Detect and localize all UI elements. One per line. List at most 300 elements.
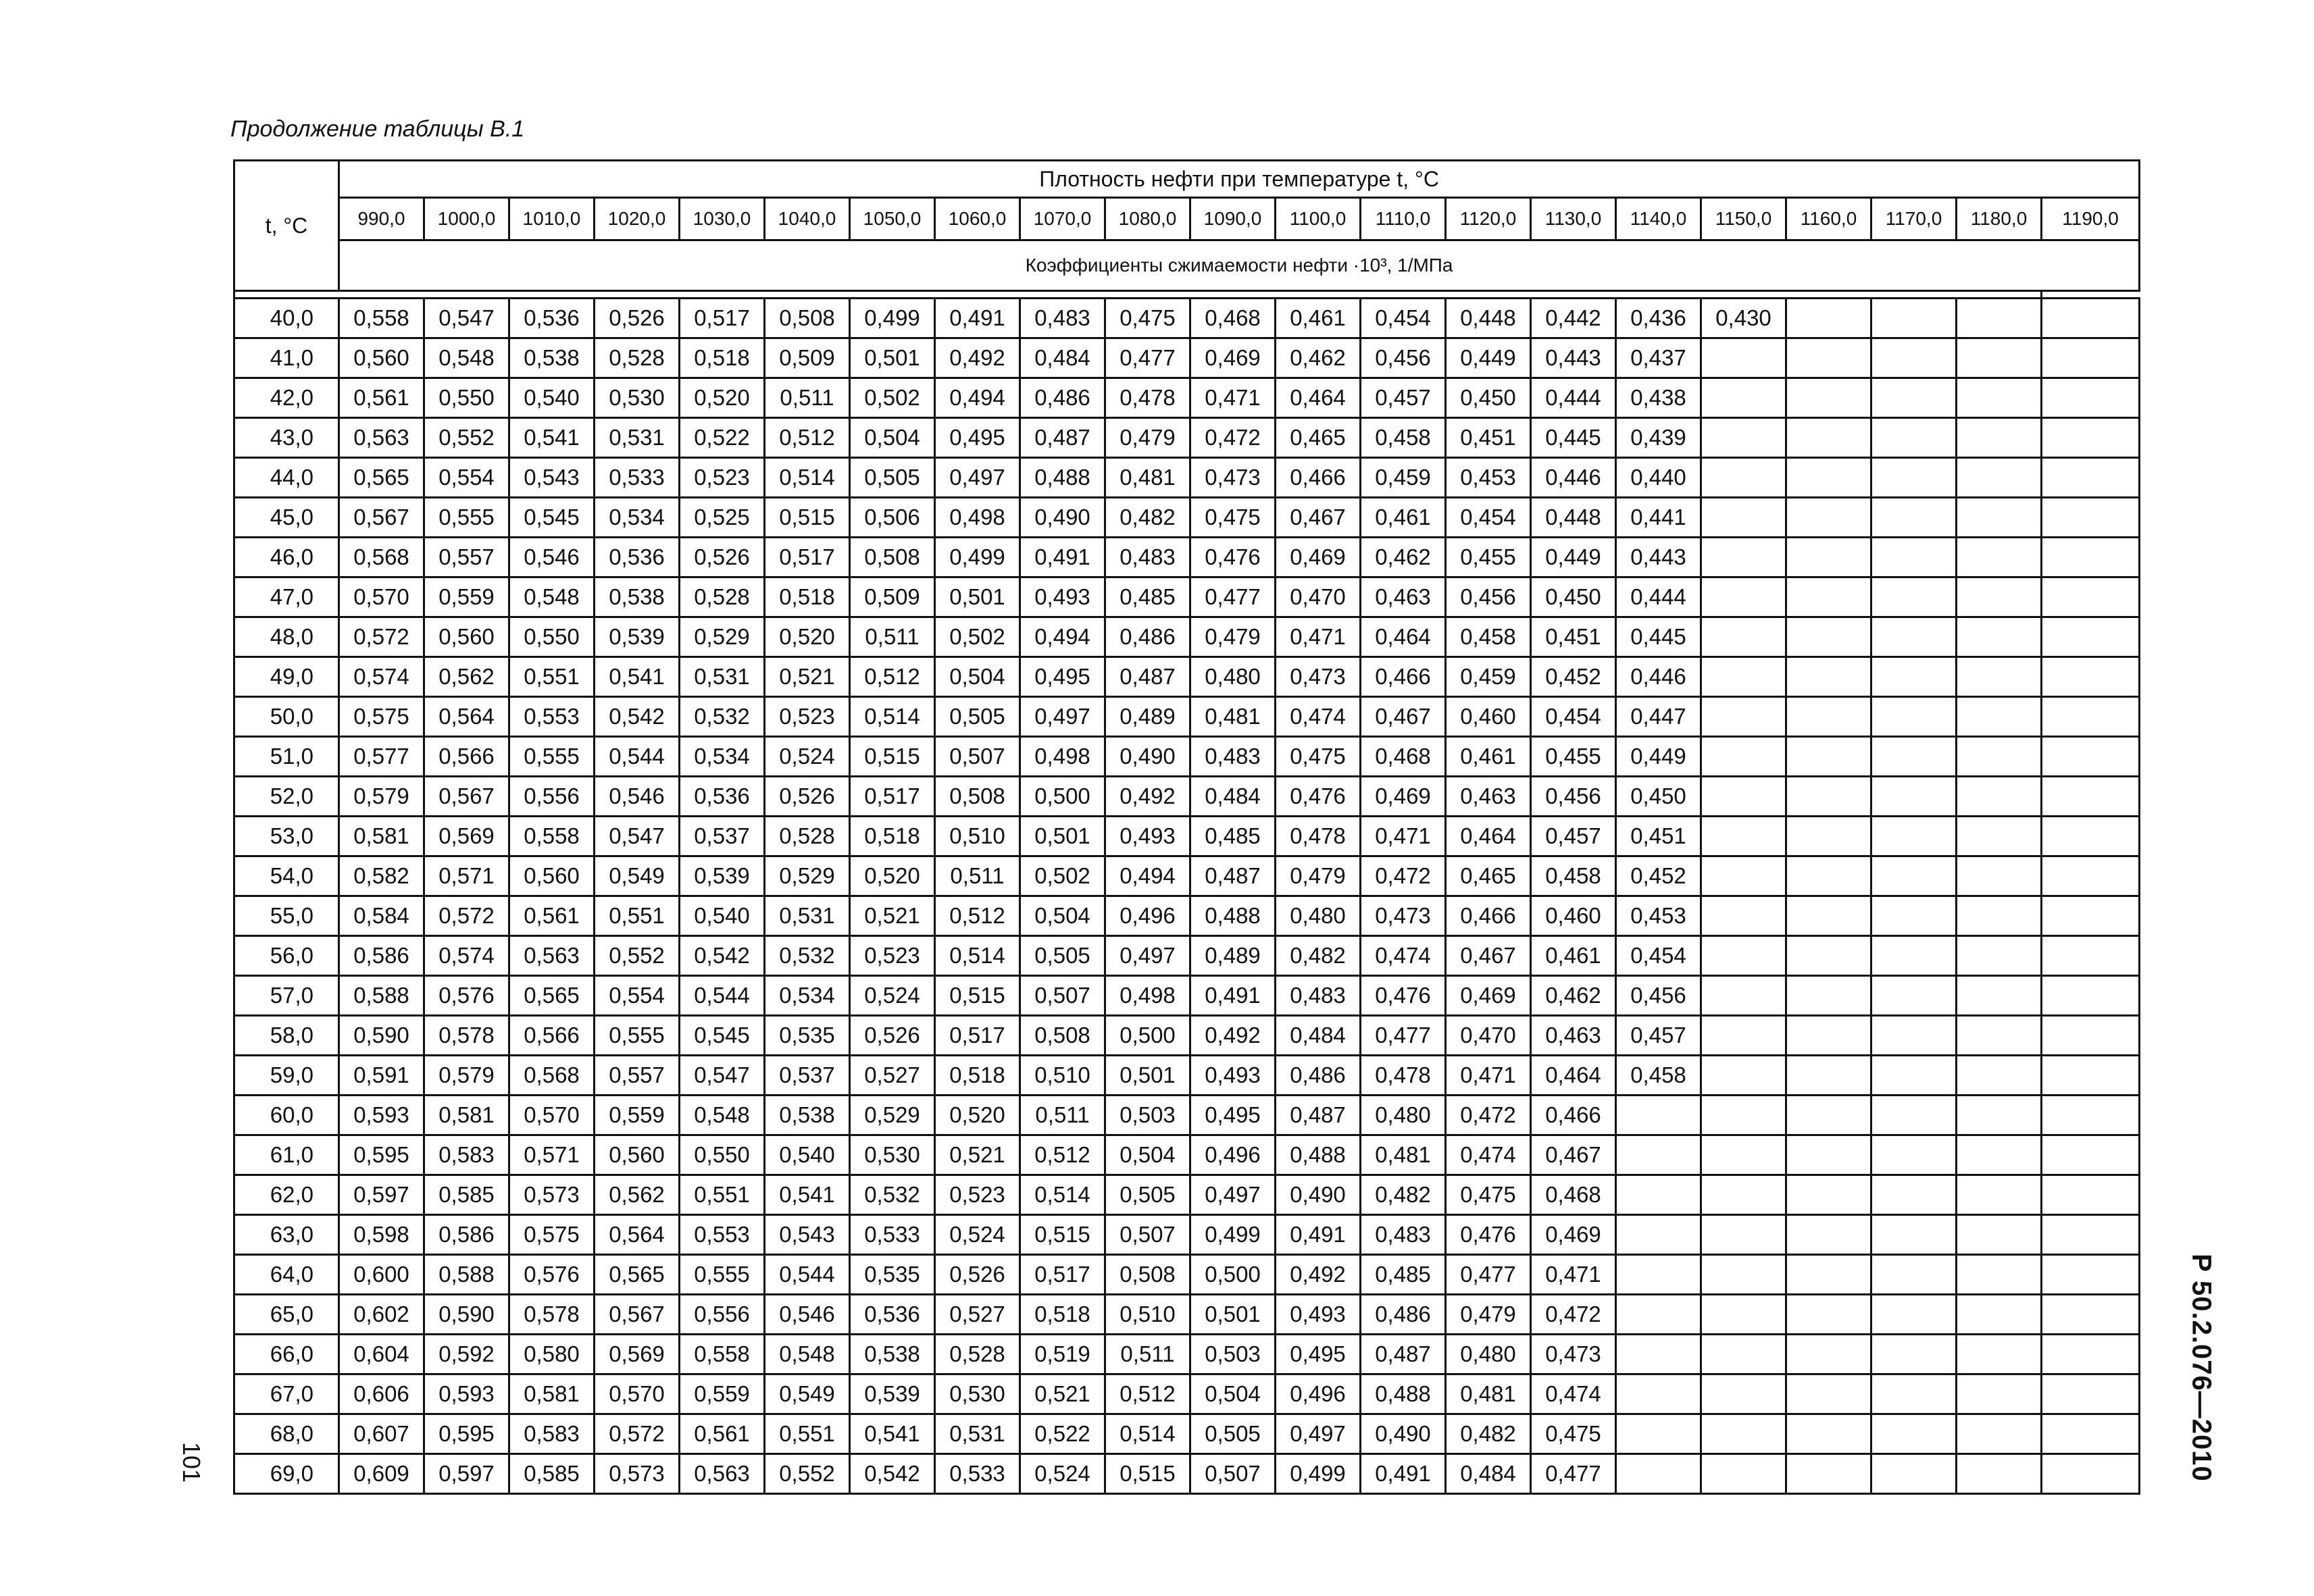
coefficient-cell — [1957, 299, 2042, 338]
coefficient-cell: 0,551 — [680, 1175, 765, 1215]
coefficient-cell: 0,455 — [1446, 538, 1531, 577]
coefficient-cell: 0,487 — [1190, 856, 1276, 896]
coefficient-cell — [1701, 657, 1786, 697]
separator-cell — [1701, 291, 1786, 299]
coefficient-cell — [1957, 1414, 2042, 1454]
coefficient-cell — [1616, 1215, 1701, 1255]
coefficient-cell: 0,474 — [1531, 1374, 1616, 1414]
table-row — [234, 1135, 2140, 1175]
coefficient-cell — [2042, 1016, 2140, 1056]
coefficient-cell: 0,581 — [424, 1096, 509, 1135]
coefficient-cell: 0,533 — [595, 458, 680, 498]
coefficient-cell: 0,481 — [1105, 458, 1190, 498]
coefficient-cell: 0,505 — [935, 697, 1020, 737]
coefficient-cell — [1701, 338, 1786, 378]
coefficient-cell: 0,463 — [1361, 577, 1446, 617]
coefficient-cell: 0,514 — [850, 697, 935, 737]
coefficient-cell — [2042, 817, 2140, 856]
coefficient-cell — [1957, 817, 2042, 856]
coefficient-cell: 0,481 — [1190, 697, 1276, 737]
temperature-cell: 52,0 — [234, 777, 339, 817]
table-row — [234, 976, 2140, 1016]
coefficient-cell: 0,477 — [1531, 1454, 1616, 1494]
coefficient-cell — [1871, 1175, 1957, 1215]
coefficient-cell — [1786, 338, 1871, 378]
separator-cell — [850, 291, 935, 299]
coefficient-cell — [1957, 577, 2042, 617]
coefficient-cell: 0,565 — [595, 1255, 680, 1295]
coefficient-cell: 0,477 — [1446, 1255, 1531, 1295]
coefficient-cell: 0,555 — [424, 498, 509, 538]
coefficient-cell: 0,498 — [935, 498, 1020, 538]
coefficient-cell: 0,524 — [765, 737, 850, 777]
coefficient-cell: 0,504 — [850, 418, 935, 458]
coefficient-cell: 0,458 — [1616, 1056, 1701, 1096]
coefficient-cell: 0,505 — [1020, 936, 1105, 976]
coefficient-cell: 0,514 — [1020, 1175, 1105, 1215]
coefficient-cell — [1871, 1215, 1957, 1255]
coefficient-cell: 0,454 — [1361, 299, 1446, 338]
coefficient-cell — [1616, 1175, 1701, 1215]
coefficient-cell: 0,544 — [680, 976, 765, 1016]
coefficient-cell: 0,489 — [1190, 936, 1276, 976]
coefficient-cell: 0,487 — [1020, 418, 1105, 458]
coefficient-cell: 0,504 — [1190, 1374, 1276, 1414]
coefficient-cell: 0,571 — [424, 856, 509, 896]
coefficient-cell — [2042, 1414, 2140, 1454]
coefficient-cell: 0,498 — [1020, 737, 1105, 777]
coefficient-cell — [2042, 1374, 2140, 1414]
coefficient-cell: 0,478 — [1105, 378, 1190, 418]
coefficient-cell: 0,567 — [424, 777, 509, 817]
compressibility-table — [233, 159, 2140, 1495]
coefficient-cell: 0,512 — [1020, 1135, 1105, 1175]
table-body — [234, 299, 2140, 1494]
coefficient-cell: 0,476 — [1276, 777, 1361, 817]
coefficient-cell — [1701, 378, 1786, 418]
coefficient-cell: 0,493 — [1020, 577, 1105, 617]
coefficient-cell: 0,473 — [1190, 458, 1276, 498]
coefficient-cell — [2042, 697, 2140, 737]
coefficient-cell — [1786, 1056, 1871, 1096]
coefficient-cell — [1701, 1374, 1786, 1414]
separator-cell — [339, 291, 424, 299]
coefficient-cell: 0,505 — [850, 458, 935, 498]
coefficient-cell: 0,541 — [850, 1414, 935, 1454]
coefficient-cell — [1871, 299, 1957, 338]
coefficient-cell: 0,508 — [850, 538, 935, 577]
coefficient-cell: 0,488 — [1361, 1374, 1446, 1414]
coefficient-cell: 0,560 — [595, 1135, 680, 1175]
coefficient-cell: 0,449 — [1616, 737, 1701, 777]
coefficient-cell: 0,467 — [1446, 936, 1531, 976]
coefficient-cell — [1871, 1255, 1957, 1295]
coefficient-cell: 0,572 — [595, 1414, 680, 1454]
coefficient-cell: 0,463 — [1446, 777, 1531, 817]
coefficient-cell: 0,563 — [339, 418, 424, 458]
coefficient-cell: 0,507 — [935, 737, 1020, 777]
coefficient-cell — [1616, 1295, 1701, 1335]
density-column-header: 1050,0 — [850, 198, 935, 240]
coefficient-cell: 0,515 — [765, 498, 850, 538]
coefficient-cell: 0,530 — [935, 1374, 1020, 1414]
coefficient-cell — [1957, 1335, 2042, 1374]
coefficient-cell: 0,573 — [509, 1175, 595, 1215]
coefficient-cell — [1701, 1016, 1786, 1056]
coefficient-cell — [1786, 1374, 1871, 1414]
density-column-header: 1140,0 — [1616, 198, 1701, 240]
coefficient-cell: 0,479 — [1105, 418, 1190, 458]
coefficient-cell: 0,541 — [595, 657, 680, 697]
coefficient-cell: 0,547 — [680, 1056, 765, 1096]
coefficient-cell: 0,508 — [1020, 1016, 1105, 1056]
table-row — [234, 896, 2140, 936]
coefficient-cell — [1957, 1215, 2042, 1255]
coefficient-cell — [2042, 1295, 2140, 1335]
coefficient-cell: 0,450 — [1616, 777, 1701, 817]
coefficient-cell: 0,546 — [509, 538, 595, 577]
coefficient-cell: 0,572 — [339, 617, 424, 657]
coefficient-cell: 0,515 — [850, 737, 935, 777]
coefficient-cell: 0,492 — [1276, 1255, 1361, 1295]
coefficient-cell: 0,484 — [1020, 338, 1105, 378]
coefficient-cell: 0,457 — [1616, 1016, 1701, 1056]
table-row — [234, 577, 2140, 617]
coefficient-cell: 0,471 — [1531, 1255, 1616, 1295]
coefficient-cell: 0,454 — [1446, 498, 1531, 538]
coefficient-cell: 0,549 — [765, 1374, 850, 1414]
coefficient-cell: 0,517 — [1020, 1255, 1105, 1295]
coefficient-cell: 0,570 — [595, 1374, 680, 1414]
coefficient-cell: 0,550 — [509, 617, 595, 657]
coefficient-cell — [1786, 1335, 1871, 1374]
coefficient-cell: 0,448 — [1531, 498, 1616, 538]
coefficient-cell — [1786, 1096, 1871, 1135]
coefficient-cell: 0,537 — [680, 817, 765, 856]
table-caption: Продолжение таблицы В.1 — [230, 116, 525, 142]
coefficient-cell: 0,467 — [1361, 697, 1446, 737]
coefficient-cell — [1701, 976, 1786, 1016]
coefficient-cell: 0,473 — [1276, 657, 1361, 697]
coefficient-cell: 0,579 — [424, 1056, 509, 1096]
coefficient-cell — [1871, 1454, 1957, 1494]
coefficient-cell: 0,536 — [680, 777, 765, 817]
density-column-header: 1190,0 — [2042, 198, 2140, 240]
coefficient-cell: 0,581 — [339, 817, 424, 856]
coefficient-cell — [1957, 418, 2042, 458]
coefficient-cell: 0,588 — [424, 1255, 509, 1295]
coefficient-cell: 0,430 — [1701, 299, 1786, 338]
coefficient-cell: 0,492 — [1190, 1016, 1276, 1056]
page-number — [174, 1435, 208, 1489]
coefficient-cell — [2042, 538, 2140, 577]
coefficient-cell — [1616, 1335, 1701, 1374]
coefficient-cell: 0,488 — [1276, 1135, 1361, 1175]
coefficient-cell — [1871, 697, 1957, 737]
coefficient-cell: 0,558 — [339, 299, 424, 338]
document-code — [2181, 1239, 2221, 1496]
coefficient-cell: 0,564 — [424, 697, 509, 737]
temperature-cell: 60,0 — [234, 1096, 339, 1135]
coefficient-cell: 0,468 — [1190, 299, 1276, 338]
coefficient-cell: 0,540 — [509, 378, 595, 418]
t-column-header: t, °C — [234, 161, 339, 291]
coefficient-cell — [1701, 1215, 1786, 1255]
coefficient-cell: 0,515 — [935, 976, 1020, 1016]
separator-cell — [1616, 291, 1701, 299]
coefficient-cell: 0,542 — [595, 697, 680, 737]
coefficient-cell: 0,521 — [765, 657, 850, 697]
coefficient-cell: 0,497 — [935, 458, 1020, 498]
coefficient-cell: 0,485 — [1105, 577, 1190, 617]
temperature-cell: 49,0 — [234, 657, 339, 697]
coefficient-cell — [2042, 1175, 2140, 1215]
coefficient-cell: 0,495 — [1020, 657, 1105, 697]
coefficient-cell: 0,523 — [935, 1175, 1020, 1215]
coefficient-cell: 0,466 — [1361, 657, 1446, 697]
coefficient-cell: 0,456 — [1531, 777, 1616, 817]
coefficient-cell: 0,528 — [765, 817, 850, 856]
density-header: Плотность нефти при температуре t, °C — [339, 161, 2140, 198]
separator-cell — [680, 291, 765, 299]
coefficient-cell — [1786, 617, 1871, 657]
coefficient-cell: 0,475 — [1105, 299, 1190, 338]
coefficient-cell: 0,561 — [509, 896, 595, 936]
coefficient-cell: 0,582 — [339, 856, 424, 896]
coefficient-cell: 0,467 — [1276, 498, 1361, 538]
coefficient-cell: 0,456 — [1361, 338, 1446, 378]
temperature-cell: 43,0 — [234, 418, 339, 458]
coefficient-cell: 0,543 — [765, 1215, 850, 1255]
coefficient-cell — [1871, 1374, 1957, 1414]
coefficient-cell: 0,518 — [850, 817, 935, 856]
coefficient-cell — [1786, 418, 1871, 458]
coefficient-cell: 0,514 — [935, 936, 1020, 976]
coefficient-cell: 0,597 — [339, 1175, 424, 1215]
coefficient-cell: 0,550 — [424, 378, 509, 418]
coefficient-cell: 0,478 — [1361, 1056, 1446, 1096]
coefficient-cell: 0,439 — [1616, 418, 1701, 458]
table-row — [234, 338, 2140, 378]
coefficient-cell: 0,451 — [1616, 817, 1701, 856]
coefficient-cell: 0,549 — [595, 856, 680, 896]
coefficient-cell: 0,583 — [424, 1135, 509, 1175]
coefficient-cell: 0,504 — [1105, 1135, 1190, 1175]
coefficient-cell — [1701, 936, 1786, 976]
coefficient-cell — [2042, 378, 2140, 418]
coefficient-cell: 0,560 — [424, 617, 509, 657]
coefficient-cell: 0,514 — [1105, 1414, 1190, 1454]
coefficient-cell: 0,491 — [935, 299, 1020, 338]
temperature-cell: 42,0 — [234, 378, 339, 418]
coefficient-cell — [1871, 1414, 1957, 1454]
coefficient-cell: 0,487 — [1361, 1335, 1446, 1374]
coefficient-cell: 0,518 — [680, 338, 765, 378]
coefficient-cell: 0,477 — [1105, 338, 1190, 378]
coefficient-cell: 0,575 — [339, 697, 424, 737]
separator-cell — [509, 291, 595, 299]
coefficient-cell — [1871, 338, 1957, 378]
coefficient-cell — [1957, 458, 2042, 498]
coefficient-cell: 0,504 — [935, 657, 1020, 697]
coefficient-cell — [1871, 1135, 1957, 1175]
temperature-cell: 41,0 — [234, 338, 339, 378]
coefficient-cell — [1871, 936, 1957, 976]
coefficient-cell: 0,533 — [935, 1454, 1020, 1494]
coefficient-cell — [1871, 458, 1957, 498]
coefficient-cell: 0,536 — [850, 1295, 935, 1335]
coefficient-cell — [1786, 856, 1871, 896]
coefficient-cell: 0,546 — [765, 1295, 850, 1335]
coefficient-cell: 0,487 — [1276, 1096, 1361, 1135]
coefficient-cell — [2042, 498, 2140, 538]
coefficient-cell: 0,459 — [1446, 657, 1531, 697]
coefficient-cell: 0,569 — [424, 817, 509, 856]
coefficient-cell: 0,571 — [509, 1135, 595, 1175]
coefficient-cell: 0,581 — [509, 1374, 595, 1414]
coefficient-cell: 0,510 — [935, 817, 1020, 856]
coefficient-cell: 0,504 — [1020, 896, 1105, 936]
coefficient-cell: 0,517 — [765, 538, 850, 577]
coefficient-cell: 0,586 — [424, 1215, 509, 1255]
coefficient-cell: 0,441 — [1616, 498, 1701, 538]
separator-cell — [765, 291, 850, 299]
coefficient-cell: 0,547 — [595, 817, 680, 856]
coefficient-cell: 0,521 — [935, 1135, 1020, 1175]
coefficient-cell: 0,493 — [1105, 817, 1190, 856]
coefficient-cell: 0,552 — [595, 936, 680, 976]
coefficient-cell: 0,443 — [1616, 538, 1701, 577]
coefficient-cell: 0,497 — [1105, 936, 1190, 976]
coefficient-cell: 0,483 — [1190, 737, 1276, 777]
coefficient-cell: 0,494 — [935, 378, 1020, 418]
density-column-header: 1060,0 — [935, 198, 1020, 240]
coefficient-cell — [1786, 1414, 1871, 1454]
coefficient-cell — [1871, 498, 1957, 538]
coefficient-header: Коэффициенты сжимаемости нефти ·10³, 1/МПа — [339, 240, 2140, 291]
coefficient-cell: 0,555 — [509, 737, 595, 777]
coefficient-cell — [1957, 1175, 2042, 1215]
table-row — [234, 697, 2140, 737]
coefficient-cell — [1957, 896, 2042, 936]
coefficient-cell: 0,445 — [1531, 418, 1616, 458]
coefficient-cell: 0,464 — [1531, 1056, 1616, 1096]
coefficient-cell — [1786, 458, 1871, 498]
coefficient-cell: 0,588 — [339, 976, 424, 1016]
coefficient-cell — [1616, 1255, 1701, 1295]
table-row — [234, 1175, 2140, 1215]
coefficient-cell — [1701, 817, 1786, 856]
coefficient-cell: 0,501 — [935, 577, 1020, 617]
coefficient-cell: 0,491 — [1276, 1215, 1361, 1255]
separator-cell — [1786, 291, 1871, 299]
coefficient-cell: 0,467 — [1531, 1135, 1616, 1175]
coefficient-cell — [1701, 498, 1786, 538]
coefficient-cell: 0,473 — [1361, 896, 1446, 936]
coefficient-cell: 0,567 — [595, 1295, 680, 1335]
coefficient-cell — [1786, 1016, 1871, 1056]
coefficient-cell: 0,475 — [1276, 737, 1361, 777]
temperature-cell: 57,0 — [234, 976, 339, 1016]
coefficient-cell — [1871, 856, 1957, 896]
density-column-header: 990,0 — [339, 198, 424, 240]
coefficient-cell: 0,565 — [509, 976, 595, 1016]
separator-cell — [1871, 291, 1957, 299]
coefficient-cell — [1957, 777, 2042, 817]
coefficient-cell: 0,515 — [1105, 1454, 1190, 1494]
coefficient-cell: 0,479 — [1446, 1295, 1531, 1335]
coefficient-cell — [1871, 777, 1957, 817]
coefficient-cell: 0,558 — [509, 817, 595, 856]
coefficient-cell: 0,517 — [850, 777, 935, 817]
table-row — [234, 299, 2140, 338]
coefficient-cell: 0,593 — [339, 1096, 424, 1135]
coefficient-cell: 0,505 — [1105, 1175, 1190, 1215]
density-column-header: 1180,0 — [1957, 198, 2042, 240]
coefficient-cell: 0,458 — [1361, 418, 1446, 458]
coefficient-cell: 0,496 — [1105, 896, 1190, 936]
coefficient-cell — [2042, 617, 2140, 657]
density-column-header: 1000,0 — [424, 198, 509, 240]
coefficient-cell: 0,600 — [339, 1255, 424, 1295]
density-column-header: 1010,0 — [509, 198, 595, 240]
coefficient-cell: 0,483 — [1020, 299, 1105, 338]
coefficient-cell — [2042, 338, 2140, 378]
table-row — [234, 1454, 2140, 1494]
coefficient-cell: 0,590 — [424, 1295, 509, 1335]
coefficient-cell: 0,461 — [1446, 737, 1531, 777]
coefficient-cell — [2042, 299, 2140, 338]
coefficient-cell: 0,556 — [680, 1295, 765, 1335]
coefficient-cell: 0,536 — [595, 538, 680, 577]
coefficient-cell: 0,538 — [765, 1096, 850, 1135]
coefficient-cell — [1871, 418, 1957, 458]
density-column-header: 1030,0 — [680, 198, 765, 240]
coefficient-cell: 0,489 — [1105, 697, 1190, 737]
coefficient-cell: 0,529 — [680, 617, 765, 657]
coefficient-cell — [1957, 657, 2042, 697]
coefficient-cell: 0,530 — [850, 1135, 935, 1175]
coefficient-cell: 0,544 — [765, 1255, 850, 1295]
coefficient-cell: 0,532 — [680, 697, 765, 737]
coefficient-cell — [2042, 1096, 2140, 1135]
coefficient-cell: 0,491 — [1361, 1454, 1446, 1494]
coefficient-cell — [1786, 777, 1871, 817]
coefficient-cell: 0,564 — [595, 1215, 680, 1255]
coefficient-cell: 0,494 — [1020, 617, 1105, 657]
coefficient-cell — [1786, 1454, 1871, 1494]
coefficient-cell: 0,559 — [680, 1374, 765, 1414]
coefficient-cell: 0,444 — [1616, 577, 1701, 617]
coefficient-cell: 0,487 — [1105, 657, 1190, 697]
coefficient-cell: 0,532 — [850, 1175, 935, 1215]
coefficient-cell — [1701, 1454, 1786, 1494]
table-row — [234, 538, 2140, 577]
coefficient-cell: 0,437 — [1616, 338, 1701, 378]
coefficient-cell — [1616, 1135, 1701, 1175]
coefficient-cell: 0,553 — [680, 1215, 765, 1255]
coefficient-cell: 0,592 — [424, 1335, 509, 1374]
coefficient-cell: 0,512 — [765, 418, 850, 458]
density-column-header: 1110,0 — [1361, 198, 1446, 240]
coefficient-cell: 0,570 — [339, 577, 424, 617]
coefficient-cell: 0,523 — [850, 936, 935, 976]
coefficient-cell: 0,577 — [339, 737, 424, 777]
coefficient-cell: 0,544 — [595, 737, 680, 777]
coefficient-cell: 0,495 — [1190, 1096, 1276, 1135]
coefficient-cell: 0,553 — [509, 697, 595, 737]
coefficient-cell: 0,545 — [509, 498, 595, 538]
